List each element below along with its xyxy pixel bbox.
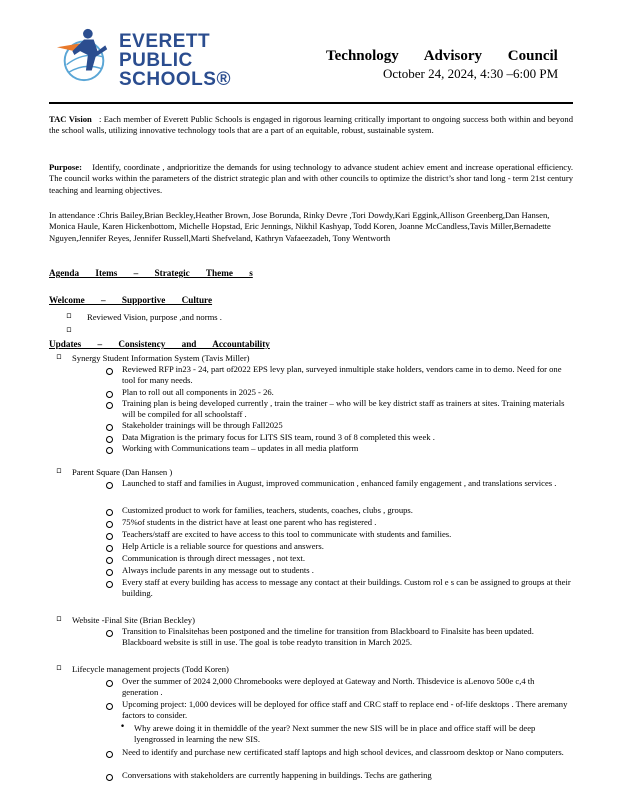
logo-line-3: SCHOOLS® [119,69,231,90]
everett-public-schools-logo [55,22,230,94]
circle-bullet-icon [106,703,113,710]
logo-text [119,32,231,89]
parent-square-item-4: Teachers/staff are excited to have access to this tool to communicate with students and families. [122,529,452,539]
vision-label: TAC Vision [49,114,92,124]
circle-bullet-icon [106,569,113,576]
parent-square-item-6: Communication is through direct messages , not text. [122,553,306,563]
vision-text: : Each member of Everett Public Schools is engaged in rigorous learning critically important to ongoing success both within and beyond the school walls, utilizing innovative technology tools that are a part of an equitable, robust, sustainable system. [49,114,573,136]
square-bullet-icon: ▫ [66,311,72,321]
parent-square-item-5: Help Article is a reliable source for questions and answers. [122,541,324,551]
welcome-item: Reviewed Vision, purpose ,and norms . [87,312,222,322]
logo-line-1: EVERETT [119,31,211,52]
circle-bullet-icon [106,391,113,398]
website-item-1: Transition to Finalsitehas been postponed and the timeline for transition from Blackboard to Finalsite has been updated. Blackboard website is still in use. The goal is tobe readyto transition in March 2025. [122,626,534,647]
section-title-website: Website -Final Site (Brian Beckley) [72,615,195,625]
circle-bullet-icon [106,424,113,431]
parent-square-item-7: Always include parents in any message out to students . [122,565,314,575]
synergy-item-2: Plan to roll out all components in 2025 - 26. [122,387,274,397]
square-bullet-icon: ▫ [56,466,62,476]
synergy-item-6: Working with Communications team – updates in all media platform [122,443,359,453]
section-title-parent-square: Parent Square (Dan Hansen ) [72,467,173,477]
parent-square-item-3: 75%of students in the district have at least one parent who has registered . [122,517,377,527]
lifecycle-item-4: Conversations with stakeholders are currently happening in buildings. Techs are gathering [122,770,432,780]
document-title: Technology Advisory Council [326,48,558,64]
circle-bullet-icon [106,402,113,409]
square-bullet-icon: ▫ [56,614,62,624]
circle-bullet-icon [106,368,113,375]
vision-paragraph [49,114,573,137]
agenda-heading: Agenda Items – Strategic Theme s [49,268,253,278]
attendance-paragraph: In attendance :Chris Bailey,Brian Beckley,Heather Brown, Jose Borunda, Rinky Devre ,Tori Dowdy,Kari Eggink,Allison Greenberg,Dan Hansen, Monica Haule, Karen Hickenbottom, Michelle Hopstad, Eric Jennings, Nikhil Kashyap, Todd Koren, Joanne McCandless,Tavis Miller,Bernadette Nguyen,Jennifer Reyes, Jennifer Russell,Marti Shefveland, Kathryn Vafaeezadeh, Tony Wentworth [49,210,551,243]
parent-square-item-8: Every staff at every building has access to message any contact at their buildings. Custom rol e s can be assigned to groups at their building. [122,577,571,598]
circle-bullet-icon [106,545,113,552]
circle-bullet-icon [106,630,113,637]
parent-square-item-1: Launched to staff and families in August, improved communication , enhanced family engagement , and translations services . [122,478,557,488]
lifecycle-item-3: Need to identify and purchase new certificated staff laptops and high school devices, and classroom desktop or Nano computers. [122,747,564,757]
section-title-synergy: Synergy Student Information System (Tavis Miller) [72,353,250,363]
synergy-item-4: Stakeholder trainings will be through Fall2025 [122,420,283,430]
circle-bullet-icon [106,751,113,758]
synergy-item-1: Reviewed RFP in23 - 24, part of2022 EPS levy plan, surveyed inmultiple stake holders, vendors came in to demo. Need for one tool for many needs. [122,364,562,385]
circle-bullet-icon [106,447,113,454]
synergy-item-3: Training plan is being developed currently , train the trainer – who will be key district staff as trainers at sites. Training materials will be compiled for all schoolstaff . [122,398,565,419]
purpose-label: Purpose: [49,162,82,172]
header-rule [49,102,573,104]
circle-bullet-icon [106,533,113,540]
circle-bullet-icon [106,774,113,781]
circle-bullet-icon [106,521,113,528]
circle-bullet-icon [106,581,113,588]
lifecycle-subitem: Why arewe doing it in themiddle of the year? Next summer the new SIS will be in place and office staff will be deep lyengrossed in learning the new SIS. [134,723,536,744]
logo-line-2: PUBLIC [119,50,193,71]
meeting-datetime: October 24, 2024, 4:30 –6:00 PM [383,66,559,81]
welcome-heading: Welcome – Supportive Culture [49,295,213,305]
dot-bullet-icon: • [120,722,126,732]
parent-square-item-2: Customized product to work for families, teachers, students, coaches, clubs , groups. [122,505,413,515]
lifecycle-item-2: Upcoming project: 1,000 devices will be deployed for office staff and CRC staff to replace end - of-life desktops . There aremany factors to consider. [122,699,568,720]
circle-bullet-icon [106,482,113,489]
circle-bullet-icon [106,436,113,443]
square-bullet-icon: ▫ [56,352,62,362]
circle-bullet-icon [106,680,113,687]
circle-bullet-icon [106,509,113,516]
purpose-paragraph [49,162,573,196]
logo-figure-icon [55,26,113,84]
circle-bullet-icon [106,557,113,564]
section-title-lifecycle: Lifecycle management projects (Todd Koren) [72,664,229,674]
updates-heading: Updates – Consistency and Accountability [49,339,270,349]
square-bullet-icon: ▫ [56,663,62,673]
lifecycle-item-1: Over the summer of 2024 2,000 Chromebooks were deployed at Gateway and North. Thisdevice is aLenovo 500e c,4 th generation . [122,676,535,697]
synergy-item-5: Data Migration is the primary focus for LITS SIS team, round 3 of 8 completed this week . [122,432,435,442]
square-bullet-icon: ▫ [66,325,72,335]
purpose-text: Identify, coordinate , andprioritize the demands for using technology to advance student achiev ement and increase operational efficiency. The council works within the parameters of the district strategic plan and with other councils to optimize the district’s shor tand long - term 21st century teaching and learning objectives. [49,162,573,195]
